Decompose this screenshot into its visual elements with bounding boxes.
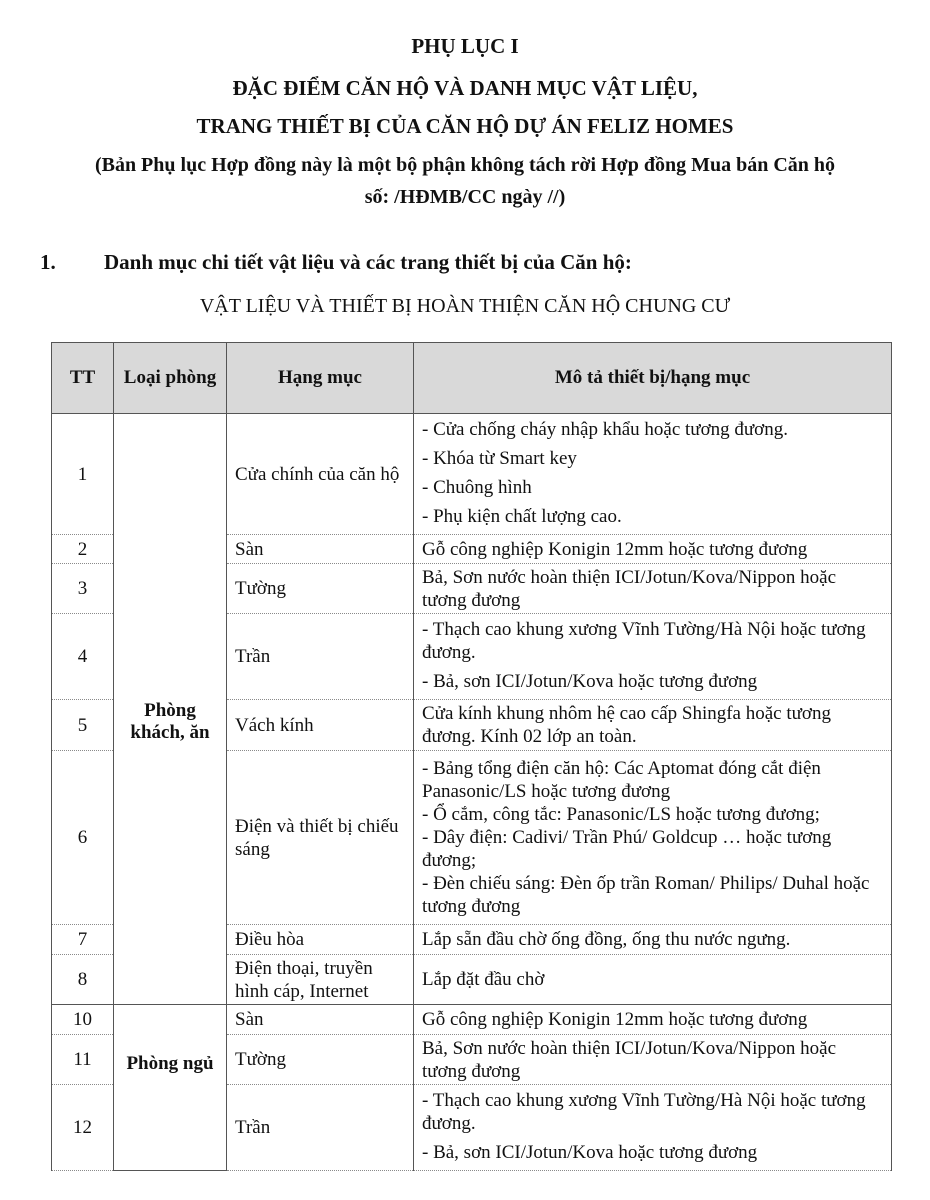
description-cell: Bả, Sơn nước hoàn thiện ICI/Jotun/Kova/Nippon hoặc tương đương <box>414 1035 892 1085</box>
category-cell: Điện thoại, truyền hình cáp, Internet <box>227 955 414 1005</box>
description-line: - Bả, sơn ICI/Jotun/Kova hoặc tương đương <box>422 671 758 692</box>
row-number: 1 <box>52 414 114 535</box>
description-cell <box>414 751 892 925</box>
table-title: VẬT LIỆU VÀ THIẾT BỊ HOÀN THIỆN CĂN HỘ CHUNG CƯ <box>199 295 731 317</box>
row-number: 4 <box>52 614 114 700</box>
description-cell: Bả, Sơn nước hoàn thiện ICI/Jotun/Kova/Nippon hoặc tương đương <box>414 564 892 614</box>
column-header-description: Mô tả thiết bị/hạng mục <box>414 343 892 414</box>
description-line: - Phụ kiện chất lượng cao. <box>422 506 622 527</box>
row-number: 3 <box>52 564 114 614</box>
description-cell <box>414 414 892 535</box>
section-title: Danh mục chi tiết vật liệu và các trang thiết bị của Căn hộ: <box>104 250 632 274</box>
section-heading <box>40 250 632 275</box>
description-cell: Gỗ công nghiệp Konigin 12mm hoặc tương đương <box>414 535 892 564</box>
table-header-row <box>52 343 892 414</box>
row-number: 10 <box>52 1005 114 1035</box>
description-line: - Bả, sơn ICI/Jotun/Kova hoặc tương đương <box>422 1142 758 1163</box>
category-cell: Sàn <box>227 535 414 564</box>
row-number: 7 <box>52 925 114 955</box>
row-number: 2 <box>52 535 114 564</box>
category-cell: Điều hòa <box>227 925 414 955</box>
materials-table <box>51 342 892 1171</box>
row-number: 11 <box>52 1035 114 1085</box>
description-line: - Chuông hình <box>422 477 532 498</box>
table-row <box>52 1005 892 1035</box>
description-cell <box>414 1085 892 1171</box>
row-number: 12 <box>52 1085 114 1171</box>
category-cell: Điện và thiết bị chiếu sáng <box>227 751 414 925</box>
description-line: - Đèn chiếu sáng: Đèn ốp trần Roman/ Philips/ Duhal hoặc tương đương <box>422 873 870 917</box>
description-line: - Bảng tổng điện căn hộ: Các Aptomat đóng cắt điện Panasonic/LS hoặc tương đương <box>422 758 821 802</box>
description-cell <box>414 614 892 700</box>
description-line: - Dây điện: Cadivi/ Trần Phú/ Goldcup … hoặc tương đương; <box>422 827 832 871</box>
room-type-cell: Phòng ngủ <box>114 1005 227 1171</box>
column-header-tt: TT <box>52 343 114 414</box>
row-number: 6 <box>52 751 114 925</box>
column-header-room-type: Loại phòng <box>114 343 227 414</box>
description-line: - Thạch cao khung xương Vĩnh Tường/Hà Nội hoặc tương đương. <box>422 619 866 663</box>
description-cell: Gỗ công nghiệp Konigin 12mm hoặc tương đương <box>414 1005 892 1035</box>
category-cell: Trần <box>227 1085 414 1171</box>
description-cell: Lắp sẵn đầu chờ ống đồng, ống thu nước ngưng. <box>414 925 892 955</box>
category-cell: Tường <box>227 1035 414 1085</box>
category-cell: Tường <box>227 564 414 614</box>
appendix-subtitle-line1: ĐẶC ĐIỂM CĂN HỘ VÀ DANH MỤC VẬT LIỆU, <box>232 76 698 100</box>
row-number: 5 <box>52 700 114 751</box>
appendix-subtitle-line2: TRANG THIẾT BỊ CỦA CĂN HỘ DỰ ÁN FELIZ HOMES <box>196 114 734 138</box>
description-line: - Cửa chống cháy nhập khẩu hoặc tương đương. <box>422 419 788 440</box>
category-cell: Trần <box>227 614 414 700</box>
description-line: - Khóa từ Smart key <box>422 448 577 469</box>
section-number: 1. <box>40 250 56 274</box>
category-cell: Sàn <box>227 1005 414 1035</box>
appendix-title: PHỤ LỤC I <box>411 34 519 58</box>
row-number: 8 <box>52 955 114 1005</box>
category-cell: Cửa chính của căn hộ <box>227 414 414 535</box>
room-type-cell: Phòng khách, ăn <box>114 414 227 1005</box>
appendix-note-line1: (Bản Phụ lục Hợp đồng này là một bộ phận không tách rời Hợp đồng Mua bán Căn hộ <box>94 154 836 176</box>
appendix-note-line2: số: /HĐMB/CC ngày //) <box>364 186 566 208</box>
description-cell: Cửa kính khung nhôm hệ cao cấp Shingfa hoặc tương đương. Kính 02 lớp an toàn. <box>414 700 892 751</box>
table-row <box>52 414 892 535</box>
description-line: - Ổ cắm, công tắc: Panasonic/LS hoặc tương đương; <box>422 804 820 825</box>
category-cell: Vách kính <box>227 700 414 751</box>
description-cell: Lắp đặt đầu chờ <box>414 955 892 1005</box>
column-header-category: Hạng mục <box>227 343 414 414</box>
description-line: - Thạch cao khung xương Vĩnh Tường/Hà Nội hoặc tương đương. <box>422 1090 866 1134</box>
